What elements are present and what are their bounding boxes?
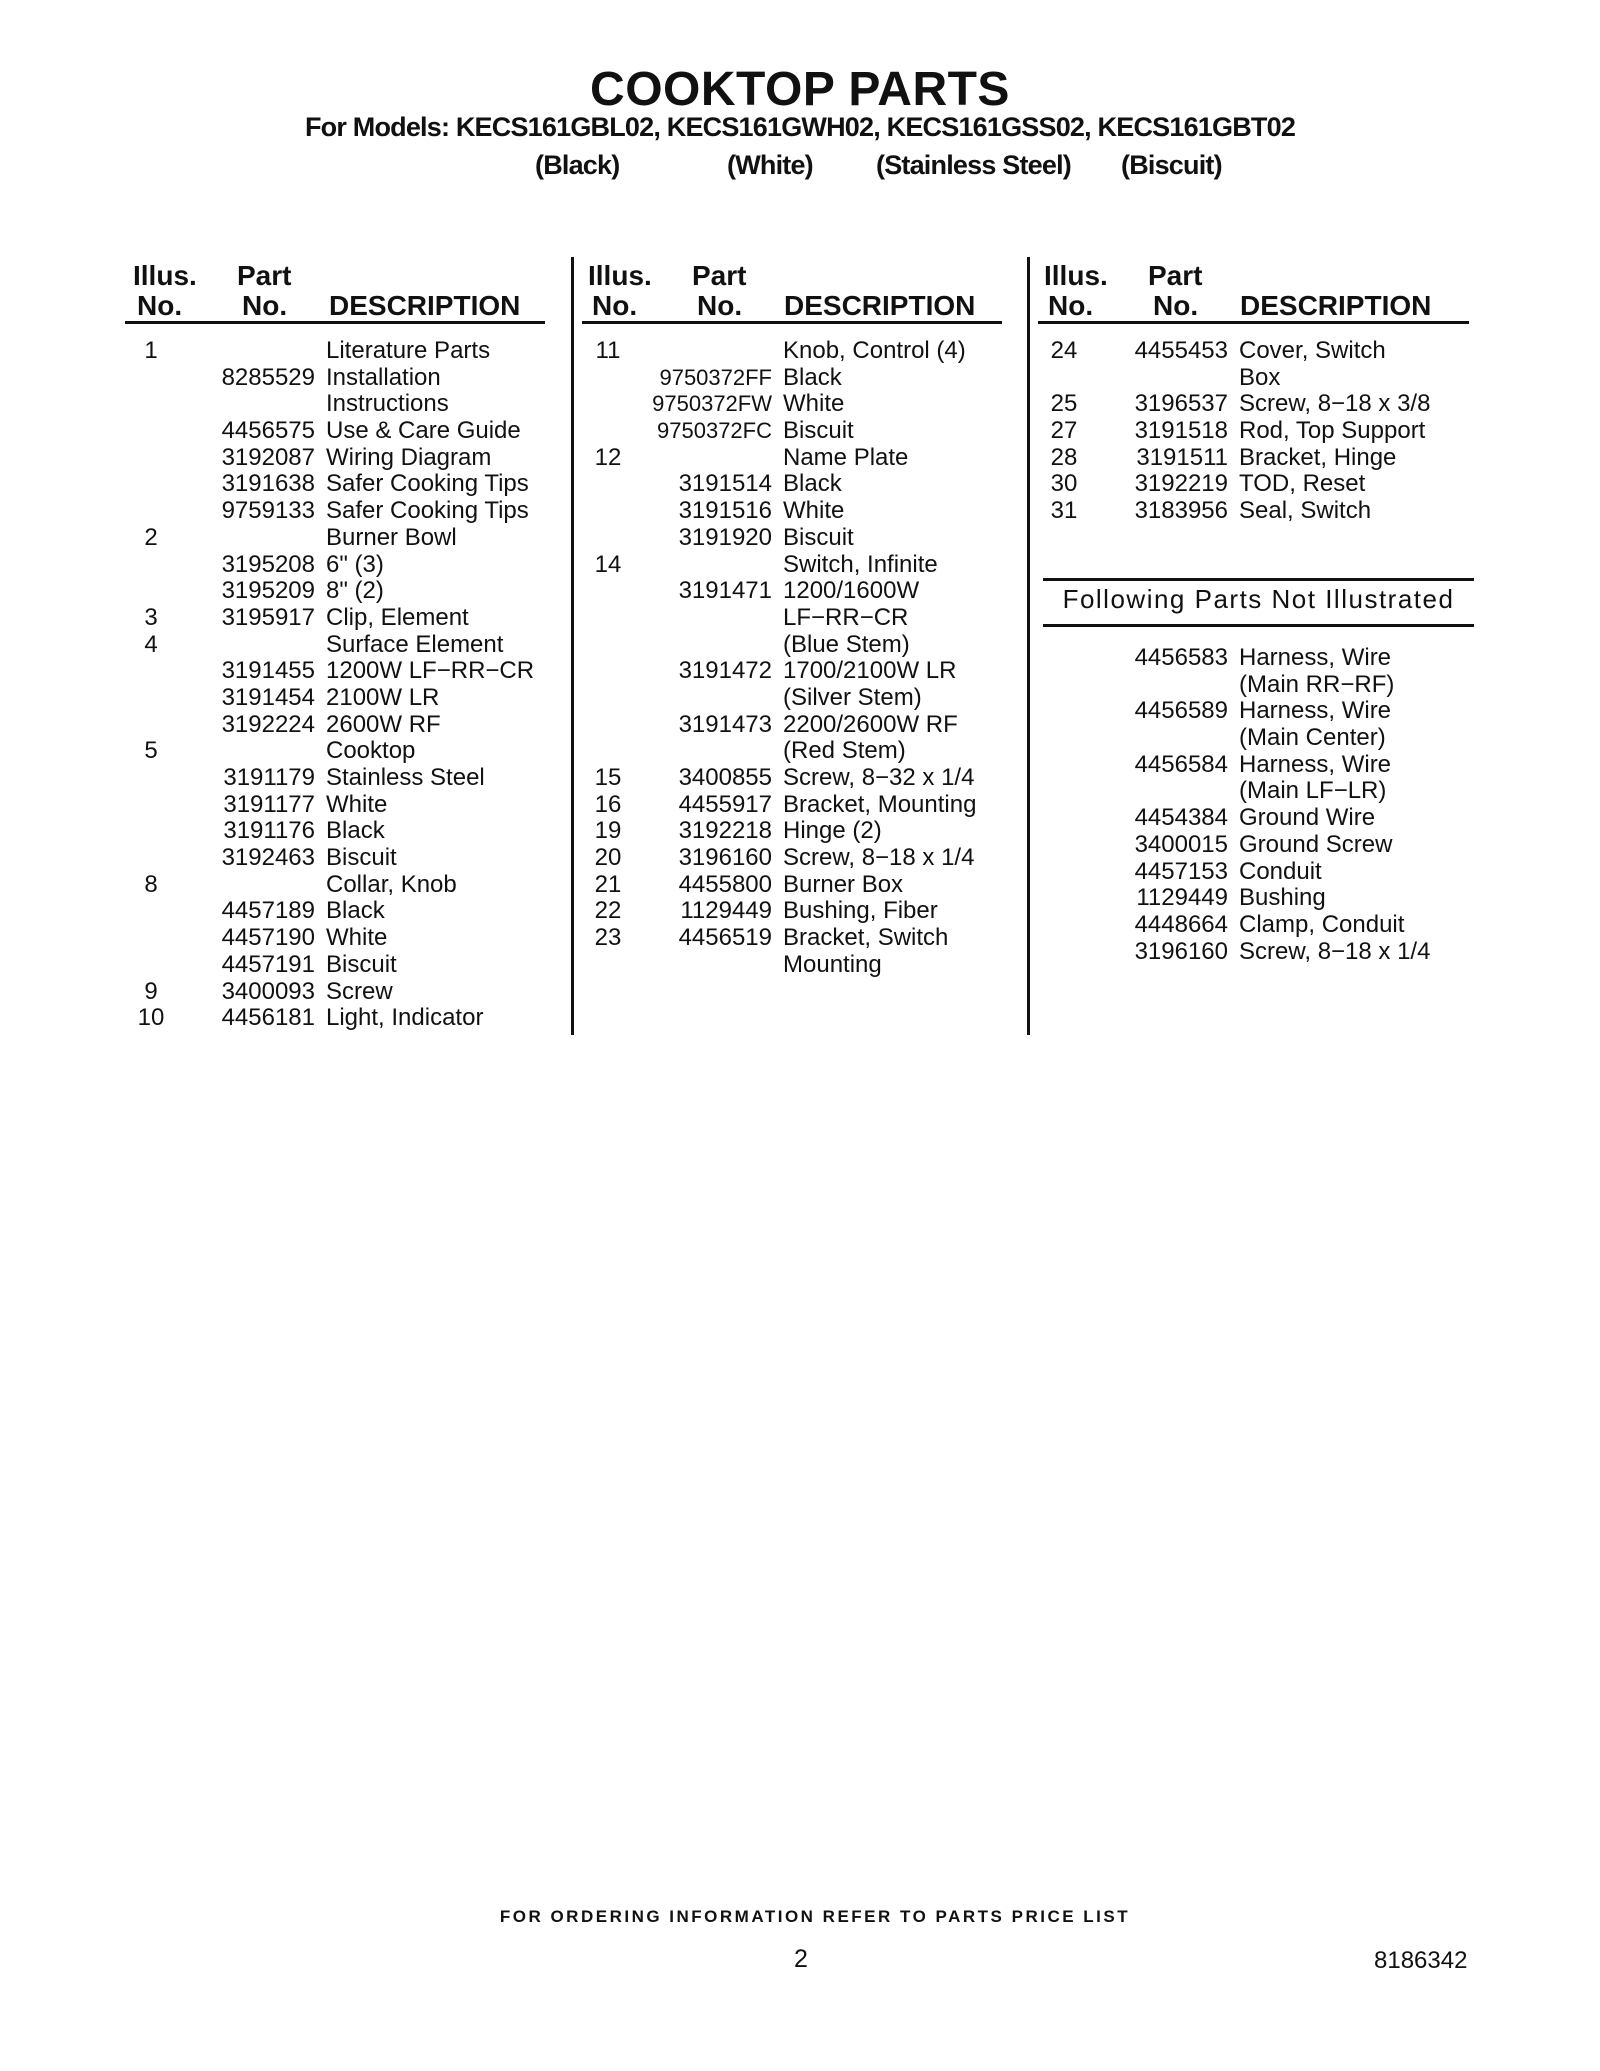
- illus-number: 1: [144, 337, 158, 364]
- table-row: [125, 525, 545, 552]
- table-row: [1038, 338, 1458, 365]
- illus-number: 8: [144, 870, 158, 898]
- illus-number: 3: [144, 603, 158, 631]
- part-description: Bracket, Switch: [783, 924, 949, 952]
- part-description: Switch, Infinite: [783, 550, 938, 578]
- part-description: Cover, Switch: [1239, 337, 1386, 364]
- part-description: 2100W LR: [326, 683, 440, 711]
- table-row: [582, 738, 1002, 765]
- part-number: 4456589: [1134, 697, 1228, 725]
- part-description: Harness, Wire: [1239, 697, 1392, 725]
- part-description: Biscuit: [326, 950, 397, 978]
- parts-column-3: [1038, 257, 1458, 525]
- header-rule: [582, 321, 1002, 324]
- parts-column-2: [582, 257, 1002, 979]
- part-number: 4456583: [1134, 644, 1228, 671]
- part-number: 9750372FW: [652, 391, 772, 417]
- table-row: [125, 952, 545, 979]
- column-header: [1038, 257, 1458, 324]
- part-description: Name Plate: [783, 443, 909, 471]
- part-description: Instructions: [326, 390, 449, 418]
- column-divider: [571, 257, 574, 1035]
- part-description: Light, Indicator: [326, 1004, 484, 1032]
- header-illus: Illus.: [1044, 260, 1108, 291]
- part-number: 3191516: [678, 497, 772, 525]
- table-row: [125, 632, 545, 659]
- part-number: 3191176: [223, 817, 315, 845]
- table-row: [582, 338, 1002, 365]
- table-row: [125, 391, 545, 418]
- part-description: White: [326, 924, 388, 952]
- not-illustrated-bottom-rule: [1043, 624, 1474, 627]
- illus-number: 20: [594, 844, 622, 872]
- table-row: [125, 765, 545, 792]
- part-description: Black: [783, 363, 842, 391]
- table-row: [1043, 645, 1474, 672]
- table-row: [125, 738, 545, 765]
- table-row: [125, 498, 545, 525]
- part-number: 4456181: [221, 1004, 315, 1032]
- part-description: Hinge (2): [783, 817, 882, 845]
- illus-number: 2: [144, 523, 158, 551]
- part-description: 2200/2600W RF: [783, 710, 958, 738]
- table-row: [125, 418, 545, 445]
- part-description: (Silver Stem): [783, 683, 922, 711]
- table-row: [582, 498, 1002, 525]
- part-description: Bushing, Fiber: [783, 897, 938, 925]
- part-number: 4456575: [221, 417, 315, 445]
- header-part-no: No.: [697, 290, 743, 321]
- part-number: 9750372FC: [657, 418, 772, 444]
- part-description: Use & Care Guide: [326, 417, 521, 445]
- table-row: [125, 872, 545, 899]
- table-row: [1043, 859, 1474, 886]
- part-description: 8" (2): [326, 577, 384, 605]
- header-part: Part: [692, 260, 747, 291]
- part-number: 8285529: [221, 363, 315, 391]
- table-row: [1038, 445, 1458, 472]
- part-number: 3400093: [221, 977, 315, 1005]
- part-number: 3191179: [223, 764, 315, 791]
- part-description: Harness, Wire: [1239, 750, 1392, 778]
- header-description: DESCRIPTION: [784, 290, 976, 321]
- part-description: LF−RR−CR: [783, 603, 909, 631]
- illus-number: 11: [595, 337, 621, 364]
- part-description: Stainless Steel: [326, 764, 485, 791]
- part-description: Black: [326, 897, 385, 925]
- part-number: 3196160: [1134, 937, 1228, 965]
- table-row: [582, 658, 1002, 685]
- part-description: Bushing: [1239, 884, 1326, 912]
- illus-number: 30: [1050, 470, 1078, 498]
- part-description: Cooktop: [326, 737, 416, 765]
- illus-number: 31: [1050, 497, 1078, 525]
- part-number: 3191638: [221, 470, 315, 498]
- part-description: White: [783, 390, 845, 418]
- part-description: White: [326, 790, 388, 818]
- table-row: [582, 925, 1002, 952]
- table-row: [125, 845, 545, 872]
- part-description: Screw, 8−18 x 1/4: [1239, 937, 1431, 965]
- parts-list: [1038, 338, 1458, 525]
- illus-number: 10: [137, 1004, 165, 1032]
- part-description: Mounting: [783, 950, 882, 978]
- part-number: 4454384: [1134, 804, 1228, 832]
- table-row: [582, 525, 1002, 552]
- color-black: (Black): [535, 150, 620, 180]
- illus-number: 28: [1050, 443, 1078, 471]
- part-number: 4455917: [678, 790, 772, 818]
- header-part: Part: [237, 260, 292, 291]
- part-number: 3191920: [678, 523, 772, 551]
- table-row: [582, 605, 1002, 632]
- part-number: 4448664: [1134, 910, 1228, 938]
- illus-number: 21: [594, 870, 622, 898]
- models-line: For Models: KECS161GBL02, KECS161GWH02, KECS161GSS02, KECS161GBT02: [304, 112, 1296, 142]
- table-row: [1043, 805, 1474, 832]
- table-row: [125, 471, 545, 498]
- part-description: 6" (3): [326, 550, 384, 578]
- illus-number: 5: [144, 737, 158, 765]
- part-number: 1129449: [1136, 884, 1228, 912]
- part-description: Collar, Knob: [326, 870, 457, 898]
- illus-number: 16: [594, 790, 622, 818]
- part-description: Conduit: [1239, 857, 1322, 885]
- header-illus-no: No.: [1048, 290, 1094, 321]
- table-row: [125, 658, 545, 685]
- table-row: [125, 605, 545, 632]
- header-illus: Illus.: [133, 260, 197, 291]
- part-number: 3195208: [221, 550, 315, 578]
- column-header: [582, 257, 1002, 324]
- table-row: [125, 685, 545, 712]
- part-description: Seal, Switch: [1239, 497, 1372, 525]
- table-row: [582, 418, 1002, 445]
- table-row: [1043, 912, 1474, 939]
- ordering-footer: FOR ORDERING INFORMATION REFER TO PARTS PRICE LIST: [499, 1907, 1131, 1926]
- part-number: 3191177: [223, 790, 315, 818]
- column-divider: [1027, 257, 1030, 1035]
- header-illus: Illus.: [588, 260, 652, 291]
- table-row: [125, 979, 545, 1006]
- table-row: [582, 471, 1002, 498]
- table-row: [582, 552, 1002, 579]
- part-description: Screw, 8−32 x 1/4: [783, 764, 975, 791]
- illus-number: 12: [594, 443, 622, 471]
- part-description: Literature Parts: [326, 337, 491, 364]
- header-part-no: No.: [242, 290, 288, 321]
- table-row: [582, 632, 1002, 659]
- table-row: [125, 925, 545, 952]
- header-description: DESCRIPTION: [329, 290, 521, 321]
- illus-number: 14: [594, 550, 622, 578]
- table-row: [125, 552, 545, 579]
- illus-number: 9: [144, 977, 158, 1005]
- part-number: 9750372FF: [659, 364, 772, 390]
- part-description: 1200/1600W: [783, 577, 920, 605]
- table-row: [582, 391, 1002, 418]
- part-description: Screw, 8−18 x 1/4: [783, 844, 975, 872]
- part-number: 3400015: [1134, 830, 1228, 858]
- part-number: 3195917: [221, 603, 315, 631]
- part-number: 3192218: [678, 817, 772, 845]
- table-row: [1038, 498, 1458, 525]
- part-description: Burner Bowl: [326, 523, 457, 551]
- part-number: 3191455: [221, 657, 315, 685]
- part-description: Safer Cooking Tips: [326, 470, 529, 498]
- table-row: [1043, 672, 1474, 699]
- part-description: (Main Center): [1239, 724, 1386, 752]
- header-illus-no: No.: [592, 290, 638, 321]
- table-row: [125, 365, 545, 392]
- part-number: 4455453: [1134, 337, 1228, 364]
- part-number: 3195209: [221, 577, 315, 605]
- part-description: Clamp, Conduit: [1239, 910, 1405, 938]
- part-number: 4457191: [221, 950, 315, 978]
- part-description: Biscuit: [326, 844, 397, 872]
- illus-number: 24: [1050, 337, 1078, 364]
- part-description: Biscuit: [783, 417, 854, 445]
- part-description: Safer Cooking Tips: [326, 497, 529, 525]
- part-number: 3191471: [678, 577, 772, 605]
- part-number: 3191473: [678, 710, 772, 738]
- part-description: Bracket, Mounting: [783, 790, 977, 818]
- table-row: [582, 845, 1002, 872]
- table-row: [1038, 418, 1458, 445]
- color-white: (White): [727, 150, 813, 180]
- not-illustrated-top-rule: [1043, 578, 1474, 581]
- part-number: 1129449: [680, 897, 772, 925]
- illus-number: 4: [144, 630, 158, 658]
- color-biscuit: (Biscuit): [1121, 150, 1222, 180]
- part-number: 3192087: [221, 443, 315, 471]
- parts-column-1: [125, 257, 545, 1032]
- part-number: 3192463: [221, 844, 315, 872]
- parts-list: [582, 338, 1002, 979]
- part-description: Installation: [326, 363, 441, 391]
- part-description: Bracket, Hinge: [1239, 443, 1397, 471]
- table-row: [1038, 391, 1458, 418]
- part-description: Surface Element: [326, 630, 504, 658]
- part-description: Ground Screw: [1239, 830, 1393, 858]
- header-part-no: No.: [1153, 290, 1199, 321]
- table-row: [582, 818, 1002, 845]
- illus-number: 22: [594, 897, 622, 925]
- table-row: [125, 712, 545, 739]
- part-number: 9759133: [221, 497, 315, 525]
- header-description: DESCRIPTION: [1240, 290, 1432, 321]
- part-number: 3191514: [678, 470, 772, 498]
- table-row: [125, 792, 545, 819]
- part-description: Ground Wire: [1239, 804, 1376, 832]
- part-description: 2600W RF: [326, 710, 441, 738]
- part-description: Screw, 8−18 x 3/8: [1239, 390, 1431, 418]
- illus-number: 25: [1050, 390, 1078, 418]
- table-row: [582, 872, 1002, 899]
- part-description: TOD, Reset: [1239, 470, 1366, 498]
- table-row: [125, 1005, 545, 1032]
- part-description: White: [783, 497, 845, 525]
- table-row: [582, 578, 1002, 605]
- table-row: [1043, 725, 1474, 752]
- part-description: Screw: [326, 977, 393, 1005]
- color-stainless: (Stainless Steel): [876, 150, 1071, 180]
- part-number: 4457189: [221, 897, 315, 925]
- part-description: (Red Stem): [783, 737, 906, 765]
- table-row: [1043, 832, 1474, 859]
- table-row: [582, 712, 1002, 739]
- part-description: (Main LF−LR): [1239, 777, 1387, 805]
- part-description: Burner Box: [783, 870, 904, 898]
- part-description: Knob, Control (4): [783, 337, 966, 364]
- illus-number: 23: [594, 924, 622, 952]
- part-description: Harness, Wire: [1239, 644, 1392, 671]
- part-number: 3192224: [221, 710, 315, 738]
- table-row: [1043, 752, 1474, 779]
- part-number: 3191472: [678, 657, 772, 685]
- part-description: Rod, Top Support: [1239, 417, 1426, 445]
- illus-number: 19: [594, 817, 622, 845]
- part-description: Biscuit: [783, 523, 854, 551]
- table-row: [1043, 778, 1474, 805]
- header-part: Part: [1148, 260, 1203, 291]
- table-row: [125, 898, 545, 925]
- table-row: [1043, 939, 1474, 966]
- page-number: 2: [794, 1945, 808, 1973]
- table-row: [1038, 365, 1458, 392]
- part-number: 3196537: [1134, 390, 1228, 418]
- part-number: 4456584: [1134, 750, 1228, 778]
- table-row: [125, 578, 545, 605]
- parts-list: [125, 338, 545, 1032]
- header-rule: [1038, 321, 1469, 324]
- column-header: [125, 257, 545, 324]
- document-number: 8186342: [1374, 1947, 1468, 1974]
- page-title: COOKTOP PARTS: [590, 63, 1010, 116]
- table-row: [582, 685, 1002, 712]
- table-row: [1043, 698, 1474, 725]
- part-description: Clip, Element: [326, 603, 469, 631]
- not-illustrated-heading: Following Parts Not Illustrated: [1062, 584, 1455, 614]
- part-number: 3191518: [1134, 417, 1228, 445]
- table-row: [1043, 885, 1474, 912]
- part-description: 1700/2100W LR: [783, 657, 957, 685]
- part-number: 3196160: [678, 844, 772, 872]
- header-illus-no: No.: [137, 290, 183, 321]
- illus-number: 27: [1050, 417, 1078, 445]
- part-description: (Main RR−RF): [1239, 670, 1395, 698]
- table-row: [125, 338, 545, 365]
- part-number: 4457153: [1134, 857, 1228, 885]
- not-illustrated-list: [1043, 645, 1474, 965]
- part-number: 3192219: [1134, 470, 1228, 498]
- table-row: [582, 898, 1002, 925]
- part-number: 3183956: [1134, 497, 1228, 525]
- part-description: (Blue Stem): [783, 630, 910, 658]
- part-number: 4456519: [678, 924, 772, 952]
- table-row: [125, 445, 545, 472]
- table-row: [1038, 471, 1458, 498]
- header-rule: [125, 321, 545, 324]
- table-row: [125, 818, 545, 845]
- part-number: 3400855: [678, 764, 772, 791]
- illus-number: 15: [594, 764, 622, 791]
- part-description: Box: [1239, 363, 1281, 391]
- part-number: 3191511: [1136, 443, 1228, 471]
- part-description: 1200W LF−RR−CR: [326, 657, 535, 685]
- table-row: [582, 952, 1002, 979]
- table-row: [582, 365, 1002, 392]
- table-row: [582, 792, 1002, 819]
- part-description: Black: [783, 470, 842, 498]
- part-number: 4457190: [221, 924, 315, 952]
- table-row: [582, 765, 1002, 792]
- part-number: 3191454: [221, 683, 315, 711]
- part-description: Wiring Diagram: [326, 443, 492, 471]
- part-description: Black: [326, 817, 385, 845]
- table-row: [582, 445, 1002, 472]
- part-number: 4455800: [678, 870, 772, 898]
